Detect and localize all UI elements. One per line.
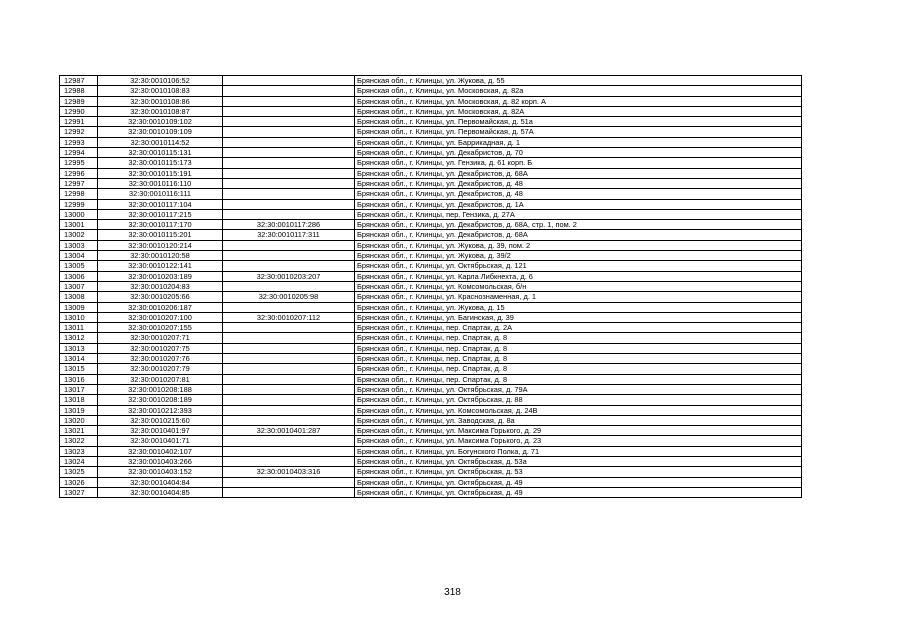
related-cadastral-cell <box>223 487 355 497</box>
cadastral-number-cell: 32:30:0010403:152 <box>98 467 223 477</box>
address-cell: Брянская обл., г. Клинцы, ул. Первомайская, д. 57А <box>355 127 802 137</box>
row-number-cell: 13026 <box>60 477 98 487</box>
cadastral-number-cell: 32:30:0010115:191 <box>98 168 223 178</box>
address-cell: Брянская обл., г. Клинцы, ул. Декабристов, д. 48 <box>355 178 802 188</box>
address-cell: Брянская обл., г. Клинцы, ул. Октябрьская, д. 79А <box>355 384 802 394</box>
table-row <box>60 137 802 147</box>
cadastral-number-cell: 32:30:0010208:189 <box>98 395 223 405</box>
related-cadastral-cell <box>223 323 355 333</box>
row-number-cell: 13006 <box>60 271 98 281</box>
related-cadastral-cell <box>223 96 355 106</box>
table-row <box>60 261 802 271</box>
row-number-cell: 12999 <box>60 199 98 209</box>
related-cadastral-cell <box>223 281 355 291</box>
related-cadastral-cell <box>223 354 355 364</box>
related-cadastral-cell: 32:30:0010117:286 <box>223 220 355 230</box>
table-row <box>60 405 802 415</box>
related-cadastral-cell <box>223 302 355 312</box>
address-cell: Брянская обл., г. Клинцы, ул. Максима Горького, д. 23 <box>355 436 802 446</box>
row-number-cell: 12998 <box>60 189 98 199</box>
address-cell: Брянская обл., г. Клинцы, ул. Октябрьская, д. 88 <box>355 395 802 405</box>
registry-table-body <box>60 76 802 498</box>
table-row <box>60 189 802 199</box>
table-row <box>60 436 802 446</box>
address-cell: Брянская обл., г. Клинцы, ул. Октябрьская, д. 53 <box>355 467 802 477</box>
related-cadastral-cell <box>223 395 355 405</box>
address-cell: Брянская обл., г. Клинцы, ул. Комсомольская, д. 24В <box>355 405 802 415</box>
table-row <box>60 127 802 137</box>
address-cell: Брянская обл., г. Клинцы, ул. Первомайская, д. 51а <box>355 117 802 127</box>
cadastral-number-cell: 32:30:0010205:66 <box>98 292 223 302</box>
table-row <box>60 209 802 219</box>
table-row <box>60 374 802 384</box>
address-cell: Брянская обл., г. Клинцы, ул. Октябрьская, д. 53а <box>355 456 802 466</box>
table-row <box>60 96 802 106</box>
address-cell: Брянская обл., г. Клинцы, ул. Баррикадная, д. 1 <box>355 137 802 147</box>
related-cadastral-cell <box>223 199 355 209</box>
related-cadastral-cell <box>223 364 355 374</box>
page-number: 318 <box>444 587 461 598</box>
address-cell: Брянская обл., г. Клинцы, ул. Комсомольская, б/н <box>355 281 802 291</box>
related-cadastral-cell <box>223 436 355 446</box>
address-cell: Брянская обл., г. Клинцы, ул. Багинская, д. 39 <box>355 312 802 322</box>
address-cell: Брянская обл., г. Клинцы, пер. Спартак, д. 8 <box>355 364 802 374</box>
table-row <box>60 477 802 487</box>
row-number-cell: 12989 <box>60 96 98 106</box>
related-cadastral-cell: 32:30:0010403:316 <box>223 467 355 477</box>
address-cell: Брянская обл., г. Клинцы, пер. Спартак, д. 8 <box>355 343 802 353</box>
cadastral-number-cell: 32:30:0010114:52 <box>98 137 223 147</box>
table-row <box>60 456 802 466</box>
address-cell: Брянская обл., г. Клинцы, ул. Богунского Полка, д. 71 <box>355 446 802 456</box>
address-cell: Брянская обл., г. Клинцы, ул. Краснознаменная, д. 1 <box>355 292 802 302</box>
cadastral-number-cell: 32:30:0010109:109 <box>98 127 223 137</box>
table-row <box>60 333 802 343</box>
related-cadastral-cell <box>223 178 355 188</box>
table-row <box>60 323 802 333</box>
row-number-cell: 13018 <box>60 395 98 405</box>
related-cadastral-cell <box>223 240 355 250</box>
address-cell: Брянская обл., г. Клинцы, ул. Жукова, д. 39/2 <box>355 251 802 261</box>
row-number-cell: 13013 <box>60 343 98 353</box>
table-row <box>60 354 802 364</box>
related-cadastral-cell <box>223 384 355 394</box>
cadastral-number-cell: 32:30:0010208:188 <box>98 384 223 394</box>
table-row <box>60 343 802 353</box>
address-cell: Брянская обл., г. Клинцы, ул. Декабристов, д. 68А, стр. 1, пом. 2 <box>355 220 802 230</box>
cadastral-number-cell: 32:30:0010108:83 <box>98 86 223 96</box>
table-row <box>60 426 802 436</box>
table-row <box>60 199 802 209</box>
table-row <box>60 230 802 240</box>
related-cadastral-cell <box>223 405 355 415</box>
table-row <box>60 364 802 374</box>
related-cadastral-cell: 32:30:0010401:287 <box>223 426 355 436</box>
address-cell: Брянская обл., г. Клинцы, ул. Московская, д. 82А <box>355 106 802 116</box>
table-row <box>60 446 802 456</box>
table-row <box>60 292 802 302</box>
address-cell: Брянская обл., г. Клинцы, ул. Московская, д. 82а <box>355 86 802 96</box>
related-cadastral-cell <box>223 251 355 261</box>
cadastral-number-cell: 32:30:0010115:173 <box>98 158 223 168</box>
table-row <box>60 487 802 497</box>
cadastral-number-cell: 32:30:0010122:141 <box>98 261 223 271</box>
address-cell: Брянская обл., г. Клинцы, пер. Спартак, д. 2А <box>355 323 802 333</box>
row-number-cell: 12991 <box>60 117 98 127</box>
table-row <box>60 302 802 312</box>
table-row <box>60 240 802 250</box>
cadastral-number-cell: 32:30:0010207:76 <box>98 354 223 364</box>
table-row <box>60 415 802 425</box>
cadastral-number-cell: 32:30:0010207:79 <box>98 364 223 374</box>
address-cell: Брянская обл., г. Клинцы, ул. Декабристов, д. 68А <box>355 230 802 240</box>
row-number-cell: 13009 <box>60 302 98 312</box>
row-number-cell: 13000 <box>60 209 98 219</box>
related-cadastral-cell <box>223 456 355 466</box>
address-cell: Брянская обл., г. Клинцы, ул. Максима Горького, д. 29 <box>355 426 802 436</box>
cadastral-number-cell: 32:30:0010117:215 <box>98 209 223 219</box>
row-number-cell: 13016 <box>60 374 98 384</box>
related-cadastral-cell <box>223 446 355 456</box>
address-cell: Брянская обл., г. Клинцы, пер. Гензика, д. 27А <box>355 209 802 219</box>
row-number-cell: 12993 <box>60 137 98 147</box>
row-number-cell: 13014 <box>60 354 98 364</box>
cadastral-number-cell: 32:30:0010109:102 <box>98 117 223 127</box>
address-cell: Брянская обл., г. Клинцы, ул. Карла Либкнехта, д. 6 <box>355 271 802 281</box>
table-row <box>60 395 802 405</box>
row-number-cell: 13012 <box>60 333 98 343</box>
table-row <box>60 106 802 116</box>
row-number-cell: 13021 <box>60 426 98 436</box>
cadastral-number-cell: 32:30:0010404:84 <box>98 477 223 487</box>
table-row <box>60 281 802 291</box>
table-row <box>60 384 802 394</box>
related-cadastral-cell <box>223 333 355 343</box>
address-cell: Брянская обл., г. Клинцы, ул. Октябрьская, д. 49 <box>355 487 802 497</box>
row-number-cell: 13005 <box>60 261 98 271</box>
address-cell: Брянская обл., г. Клинцы, ул. Декабристов, д. 48 <box>355 189 802 199</box>
cadastral-number-cell: 32:30:0010115:131 <box>98 148 223 158</box>
address-cell: Брянская обл., г. Клинцы, пер. Спартак, д. 8 <box>355 354 802 364</box>
row-number-cell: 12992 <box>60 127 98 137</box>
related-cadastral-cell: 32:30:0010117:311 <box>223 230 355 240</box>
cadastral-number-cell: 32:30:0010204:83 <box>98 281 223 291</box>
table-row <box>60 168 802 178</box>
cadastral-number-cell: 32:30:0010116:111 <box>98 189 223 199</box>
related-cadastral-cell <box>223 374 355 384</box>
address-cell: Брянская обл., г. Клинцы, ул. Жукова, д. 15 <box>355 302 802 312</box>
row-number-cell: 13008 <box>60 292 98 302</box>
related-cadastral-cell <box>223 86 355 96</box>
row-number-cell: 12988 <box>60 86 98 96</box>
address-cell: Брянская обл., г. Клинцы, ул. Октябрьская, д. 121 <box>355 261 802 271</box>
cadastral-number-cell: 32:30:0010117:104 <box>98 199 223 209</box>
row-number-cell: 13003 <box>60 240 98 250</box>
address-cell: Брянская обл., г. Клинцы, ул. Заводская, д. 8а <box>355 415 802 425</box>
table-row <box>60 271 802 281</box>
cadastral-number-cell: 32:30:0010215:60 <box>98 415 223 425</box>
address-cell: Брянская обл., г. Клинцы, ул. Декабристов, д. 70 <box>355 148 802 158</box>
registry-table <box>59 75 802 498</box>
address-cell: Брянская обл., г. Клинцы, ул. Жукова, д. 39, пом. 2 <box>355 240 802 250</box>
row-number-cell: 12987 <box>60 76 98 86</box>
related-cadastral-cell <box>223 477 355 487</box>
row-number-cell: 13019 <box>60 405 98 415</box>
address-cell: Брянская обл., г. Клинцы, ул. Гензика, д. 61 корп. Б <box>355 158 802 168</box>
related-cadastral-cell <box>223 137 355 147</box>
related-cadastral-cell: 32:30:0010203:207 <box>223 271 355 281</box>
related-cadastral-cell <box>223 343 355 353</box>
related-cadastral-cell <box>223 415 355 425</box>
address-cell: Брянская обл., г. Клинцы, пер. Спартак, д. 8 <box>355 374 802 384</box>
row-number-cell: 13004 <box>60 251 98 261</box>
cadastral-number-cell: 32:30:0010212:393 <box>98 405 223 415</box>
table-row <box>60 467 802 477</box>
table-row <box>60 148 802 158</box>
address-cell: Брянская обл., г. Клинцы, ул. Декабристов, д. 1А <box>355 199 802 209</box>
related-cadastral-cell <box>223 209 355 219</box>
related-cadastral-cell <box>223 261 355 271</box>
cadastral-number-cell: 32:30:0010207:75 <box>98 343 223 353</box>
cadastral-number-cell: 32:30:0010207:81 <box>98 374 223 384</box>
cadastral-number-cell: 32:30:0010108:87 <box>98 106 223 116</box>
address-cell: Брянская обл., г. Клинцы, пер. Спартак, д. 8 <box>355 333 802 343</box>
address-cell: Брянская обл., г. Клинцы, ул. Декабристов, д. 68А <box>355 168 802 178</box>
cadastral-number-cell: 32:30:0010106:52 <box>98 76 223 86</box>
row-number-cell: 13022 <box>60 436 98 446</box>
cadastral-number-cell: 32:30:0010120:214 <box>98 240 223 250</box>
row-number-cell: 13010 <box>60 312 98 322</box>
cadastral-number-cell: 32:30:0010401:71 <box>98 436 223 446</box>
cadastral-number-cell: 32:30:0010404:85 <box>98 487 223 497</box>
row-number-cell: 13027 <box>60 487 98 497</box>
cadastral-number-cell: 32:30:0010402:107 <box>98 446 223 456</box>
row-number-cell: 12997 <box>60 178 98 188</box>
row-number-cell: 13020 <box>60 415 98 425</box>
cadastral-number-cell: 32:30:0010120:58 <box>98 251 223 261</box>
table-row <box>60 76 802 86</box>
cadastral-number-cell: 32:30:0010403:266 <box>98 456 223 466</box>
cadastral-number-cell: 32:30:0010206:187 <box>98 302 223 312</box>
cadastral-number-cell: 32:30:0010207:155 <box>98 323 223 333</box>
row-number-cell: 13024 <box>60 456 98 466</box>
row-number-cell: 13025 <box>60 467 98 477</box>
related-cadastral-cell <box>223 168 355 178</box>
row-number-cell: 13015 <box>60 364 98 374</box>
cadastral-number-cell: 32:30:0010115:201 <box>98 230 223 240</box>
address-cell: Брянская обл., г. Клинцы, ул. Жукова, д. 55 <box>355 76 802 86</box>
table-row <box>60 158 802 168</box>
row-number-cell: 12990 <box>60 106 98 116</box>
related-cadastral-cell <box>223 158 355 168</box>
cadastral-number-cell: 32:30:0010207:100 <box>98 312 223 322</box>
related-cadastral-cell <box>223 127 355 137</box>
table-row <box>60 312 802 322</box>
related-cadastral-cell <box>223 117 355 127</box>
table-row <box>60 178 802 188</box>
table-row <box>60 86 802 96</box>
row-number-cell: 13017 <box>60 384 98 394</box>
cadastral-number-cell: 32:30:0010116:110 <box>98 178 223 188</box>
related-cadastral-cell <box>223 189 355 199</box>
row-number-cell: 12996 <box>60 168 98 178</box>
related-cadastral-cell <box>223 148 355 158</box>
row-number-cell: 12994 <box>60 148 98 158</box>
row-number-cell: 13007 <box>60 281 98 291</box>
cadastral-number-cell: 32:30:0010207:71 <box>98 333 223 343</box>
related-cadastral-cell: 32:30:0010207:112 <box>223 312 355 322</box>
related-cadastral-cell <box>223 76 355 86</box>
cadastral-number-cell: 32:30:0010117:170 <box>98 220 223 230</box>
table-row <box>60 251 802 261</box>
row-number-cell: 13001 <box>60 220 98 230</box>
row-number-cell: 13023 <box>60 446 98 456</box>
address-cell: Брянская обл., г. Клинцы, ул. Октябрьская, д. 49 <box>355 477 802 487</box>
row-number-cell: 13002 <box>60 230 98 240</box>
table-row <box>60 117 802 127</box>
cadastral-number-cell: 32:30:0010108:86 <box>98 96 223 106</box>
related-cadastral-cell <box>223 106 355 116</box>
address-cell: Брянская обл., г. Клинцы, ул. Московская, д. 82 корп. А <box>355 96 802 106</box>
cadastral-number-cell: 32:30:0010401:97 <box>98 426 223 436</box>
cadastral-number-cell: 32:30:0010203:189 <box>98 271 223 281</box>
row-number-cell: 12995 <box>60 158 98 168</box>
related-cadastral-cell: 32:30:0010205:98 <box>223 292 355 302</box>
table-row <box>60 220 802 230</box>
row-number-cell: 13011 <box>60 323 98 333</box>
